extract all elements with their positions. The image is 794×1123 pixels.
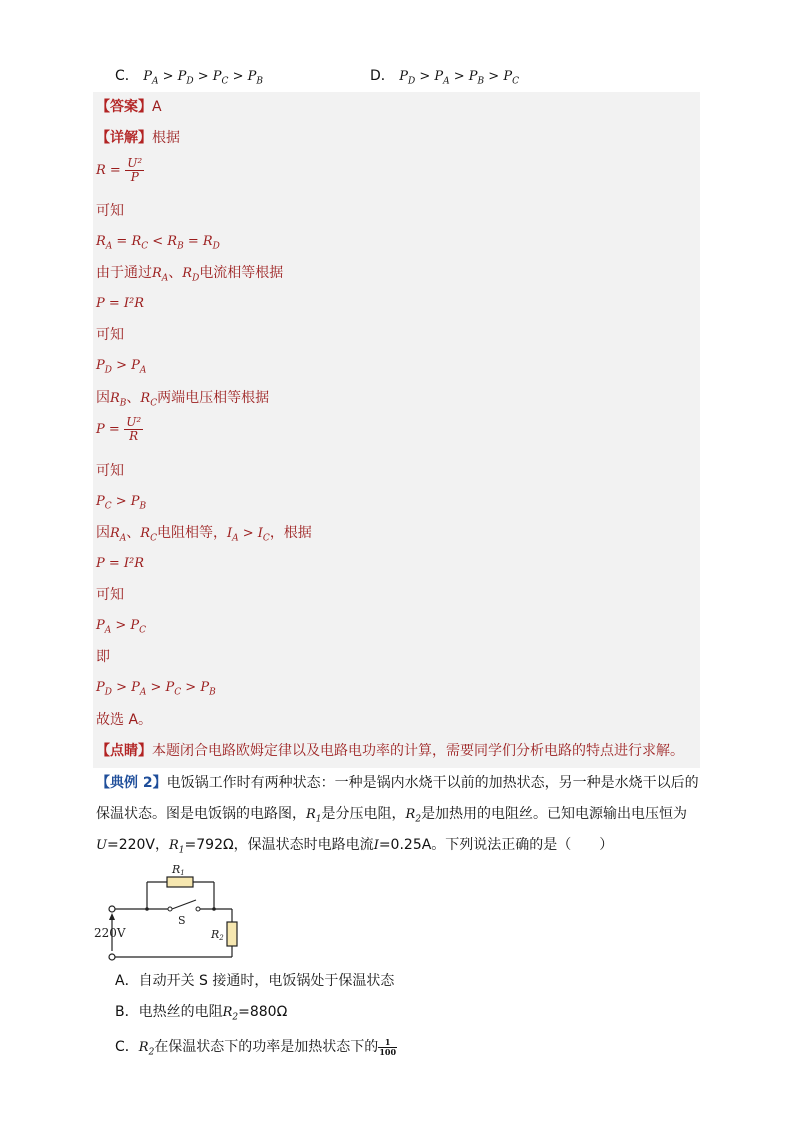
condition-current: 由于通过$R_A$、$R_D$电流相等根据 — [96, 265, 284, 284]
option-c-label: C． — [115, 68, 139, 84]
terminal-top — [109, 906, 115, 912]
option-d — [370, 66, 519, 92]
relation-final: $P_D > P_A > P_C > P_B$ — [96, 680, 216, 698]
solution-background — [93, 92, 700, 768]
answer-bracket: 【答案】 — [96, 99, 152, 115]
formula-r-u2-p: R = $\frac{\text{U²}}{P}$ — [96, 155, 143, 184]
resistor-r1 — [167, 877, 193, 887]
condition-voltage: 因$R_B$、$R_C$两端电压相等根据 — [96, 390, 270, 409]
detail-header — [96, 128, 180, 148]
label-r2: R2 — [211, 928, 224, 942]
kezhi-2: 可知 — [96, 327, 124, 343]
example2-line1: 【典例 2】电饭锅工作时有两种状态：一种是锅内水烧干以前的加热状态，另一种是水烧干以后的 — [96, 775, 699, 791]
relation-pa-pc: $P_A > P_C$ — [96, 618, 147, 636]
terminal-bottom — [109, 954, 115, 960]
label-source-voltage: 220V — [94, 926, 126, 940]
option2-c: C．$R_2$在保温状态下的功率是加热状态下的 $\frac{1}{100}$ — [115, 1036, 397, 1058]
option-c-expression: $P_A > P_D > P_C > P_B$ — [143, 69, 263, 87]
formula-p-u2-r: P = $\frac{\text{U²}}{R}$ — [96, 414, 142, 443]
example2-line2: 保温状态。图是电饭锅的电路图，$R_1$是分压电阻，$R_2$是加热用的电阻丝。已知电源输出电压恒为 — [96, 806, 688, 825]
label-switch: S — [178, 914, 186, 927]
comment-text: 本题闭合电路欧姆定律以及电路电功率的计算，需要同学们分析电路的特点进行求解。 — [152, 743, 684, 759]
relation-pc-pb: $P_C > P_B$ — [96, 494, 147, 512]
relation-pd-pa: $P_D > P_A$ — [96, 358, 147, 376]
circuit-diagram — [92, 856, 252, 966]
condition-resistance: 因$R_A$、$R_C$电阻相等，$I_A > I_C$，根据 — [96, 525, 312, 544]
answer-value: A — [152, 99, 162, 115]
voltage-arrow-icon — [109, 913, 115, 920]
option-d-label: D． — [370, 68, 395, 84]
comment-bracket: 【点睛】 — [96, 743, 152, 759]
option2-a: A．自动开关 S 接通时，电饭锅处于保温状态 — [115, 973, 395, 989]
comment-line — [96, 741, 684, 761]
relation-resistance: $R_A = R_C < R_B = R_D$ — [96, 234, 220, 252]
ji-label: 即 — [96, 649, 110, 665]
detail-intro: 根据 — [152, 130, 180, 146]
kezhi-4: 可知 — [96, 587, 124, 603]
switch-contact-left — [168, 907, 172, 911]
switch-contact-right — [196, 907, 200, 911]
kezhi-1: 可知 — [96, 203, 124, 219]
option-c — [115, 66, 263, 92]
label-r1: R1 — [172, 863, 185, 877]
formula-p-i2r-2: P = I²R — [96, 556, 145, 571]
resistor-r2 — [227, 922, 237, 946]
conclusion: 故选 A。 — [96, 712, 153, 728]
example2-line3: U=220V，$R_1=792\Omega$，保温状态时电路电流I=0.25A。下列说法正确的是（ ） — [96, 837, 614, 856]
formula-p-i2r-1: P = I²R — [96, 296, 145, 311]
kezhi-3: 可知 — [96, 463, 124, 479]
example2-bracket: 【典例 2】 — [96, 775, 167, 791]
detail-bracket: 【详解】 — [96, 130, 152, 146]
option-d-expression: $P_D > P_A > P_B > P_C$ — [399, 69, 519, 87]
answer-line — [96, 97, 162, 117]
option2-b: B．电热丝的电阻$R_2=880\Omega$ — [115, 1004, 288, 1023]
